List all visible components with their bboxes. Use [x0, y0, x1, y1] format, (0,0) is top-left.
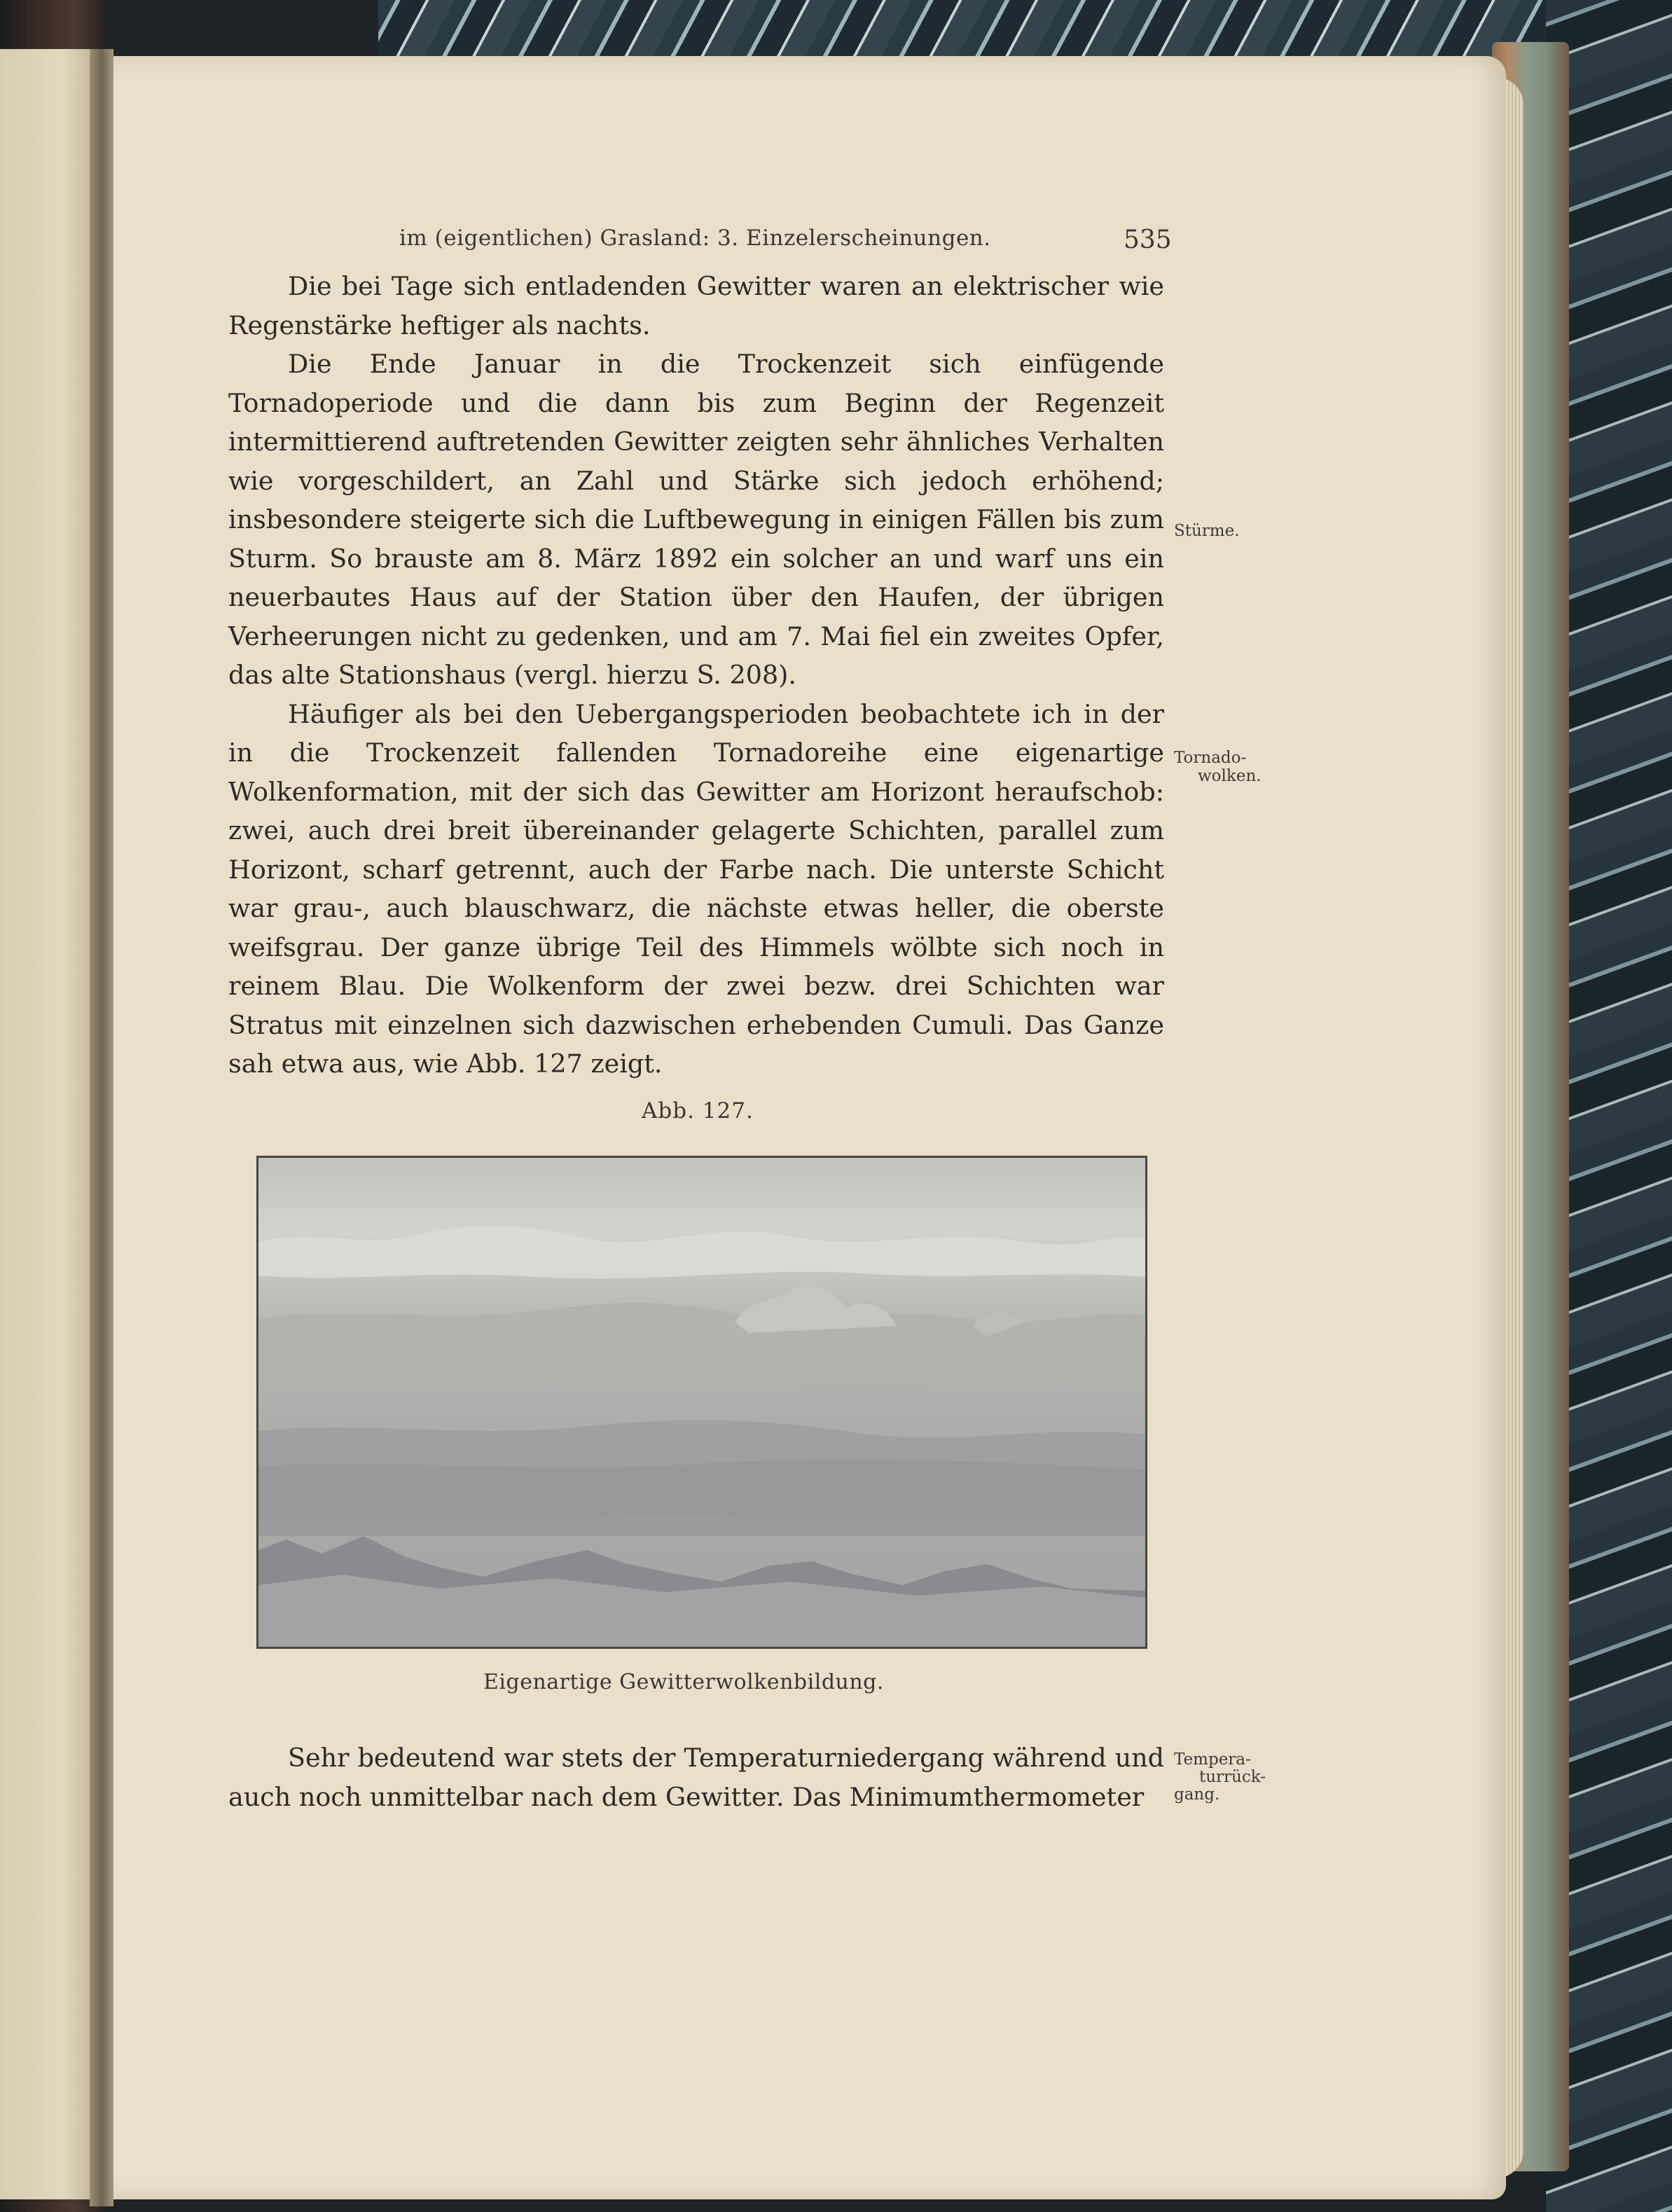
margin-note-sturme: Stürme. [1174, 522, 1240, 540]
margin-note-temp-line1: Tempera- [1174, 1750, 1251, 1769]
running-head: im (eigentlichen) Grasland: 3. Einzelerscheinungen. [399, 226, 991, 251]
gutter [90, 49, 113, 2206]
figure-label: Abb. 127. [642, 1098, 754, 1124]
margin-note-tornado-line2: wolken. [1198, 767, 1262, 785]
page-number: 535 [1124, 226, 1172, 254]
body-text-bottom [228, 1739, 1164, 1816]
margin-note-temp-line2: turrück- [1199, 1768, 1266, 1786]
paragraph: Die Ende Januar in die Trockenzeit sich einfügende Tornadoperiode und die dann bis zum Beginn der Regenzeit intermittierend auftretenden Gewitter zeigten sehr ähnliches Verhalten wie vorgeschildert, an Zahl und Stärke sich jedoch erhöhend; insbesondere steigerte sich die Luftbewegung in einigen Fällen bis zum Sturm. So brauste am 8. März 1892 ein solcher an und warf uns ein neuerbautes Haus auf der Station über den Haufen, der übrigen Verheerungen nicht zu gedenken, und am 7. Mai fiel ein zweites Opfer, das alte Stationshaus (vergl. hierzu S. 208). [228, 349, 1164, 690]
paragraph: Die bei Tage sich entladenden Gewitter waren an elektrischer wie Regenstärke heftiger als nachts. [228, 271, 1164, 340]
figure-caption: Eigenartige Gewitterwolkenbildung. [483, 1670, 884, 1694]
margin-note-tornado-line1: Tornado- [1174, 749, 1247, 767]
cloud-illustration [258, 1158, 1145, 1647]
margin-note-temp-line3: gang. [1174, 1785, 1220, 1804]
figure-cloud-formation [256, 1156, 1147, 1649]
paragraph: Häufiger als bei den Uebergangsperioden beobachtete ich in der in die Trockenzeit fallenden Tornadoreihe eine eigenartige Wolkenformation, mit der sich das Gewitter am Horizont heraufschob: zwei, auch drei breit übereinander gelagerte Schichten, parallel zum Horizont, scharf getrennt, auch der Farbe nach. Die unterste Schicht war grau-, auch blauschwarz, die nächste etwas heller, die oberste weifsgrau. Der ganze übrige Teil des Himmels wölbte sich noch in reinem Blau. Die Wolkenform der zwei bezw. drei Schichten war Stratus mit einzelnen sich dazwischen erhebenden Cumuli. Das Ganze sah etwa aus, wie Abb. 127 zeigt. [228, 698, 1164, 1079]
body-text-top [228, 267, 1164, 1084]
paragraph: Sehr bedeutend war stets der Temperaturniedergang während und auch noch unmittelbar nach dem Gewitter. Das Minimumthermometer [228, 1743, 1164, 1812]
